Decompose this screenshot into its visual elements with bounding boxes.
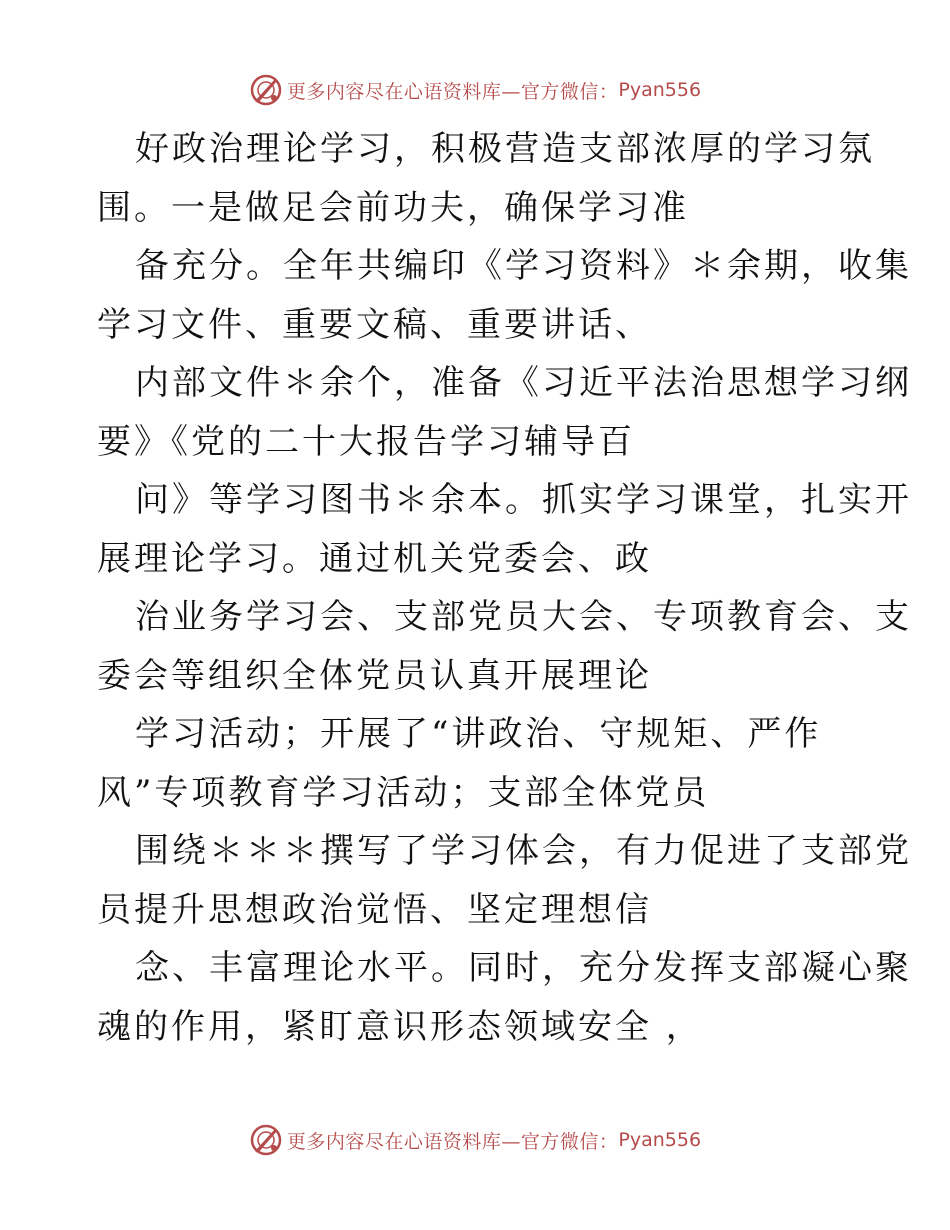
text-line: 备充分。全年共编印《学习资料》＊余期，收集 — [135, 246, 912, 286]
text-line: 学习活动；开展了“讲政治、守规矩、严作 — [135, 714, 822, 754]
text-line: 问》等学习图书＊余本。抓实学习课堂，扎实开 — [135, 480, 912, 520]
footer-watermark — [0, 1120, 950, 1160]
text-line: 风”专项教育学习活动；支部全体党员 — [97, 772, 710, 813]
seal-logo-icon — [249, 73, 283, 107]
watermark-id: Pyan556 — [618, 79, 702, 101]
text-line: 念、丰富理论水平。同时，充分发挥支部凝心聚 — [135, 948, 912, 988]
header-watermark — [0, 70, 950, 110]
watermark-text: 更多内容尽在心语资料库—官方微信： — [286, 80, 619, 103]
seal-logo-icon — [249, 1123, 283, 1157]
text-line: 围绕＊＊＊撰写了学习体会，有力促进了支部党 — [135, 831, 912, 871]
text-line: 委会等组织全体党员认真开展理论 — [97, 655, 652, 696]
text-line: 展理论学习。通过机关党委会、政 — [97, 538, 652, 579]
text-line: 围。一是做足会前功夫，确保学习准 — [97, 187, 689, 228]
text-line: 员提升思想政治觉悟、坚定理想信 — [97, 889, 652, 930]
watermark-id: Pyan556 — [618, 1129, 702, 1151]
watermark-text: 更多内容尽在心语资料库—官方微信： — [286, 1130, 619, 1153]
text-line: 治业务学习会、支部党员大会、专项教育会、支 — [135, 597, 912, 637]
text-line: 内部文件＊余个，准备《习近平法治思想学习纲 — [135, 363, 912, 403]
text-line: 学习文件、重要文稿、重要讲话、 — [97, 304, 652, 345]
text-line: 好政治理论学习，积极营造支部浓厚的学习氛 — [135, 129, 875, 169]
text-line: 要》《党的二十大报告学习辅导百 — [97, 421, 635, 462]
document-body — [97, 120, 912, 1056]
text-line: 魂的作用，紧盯意识形态领域安全 ， — [97, 1006, 703, 1047]
